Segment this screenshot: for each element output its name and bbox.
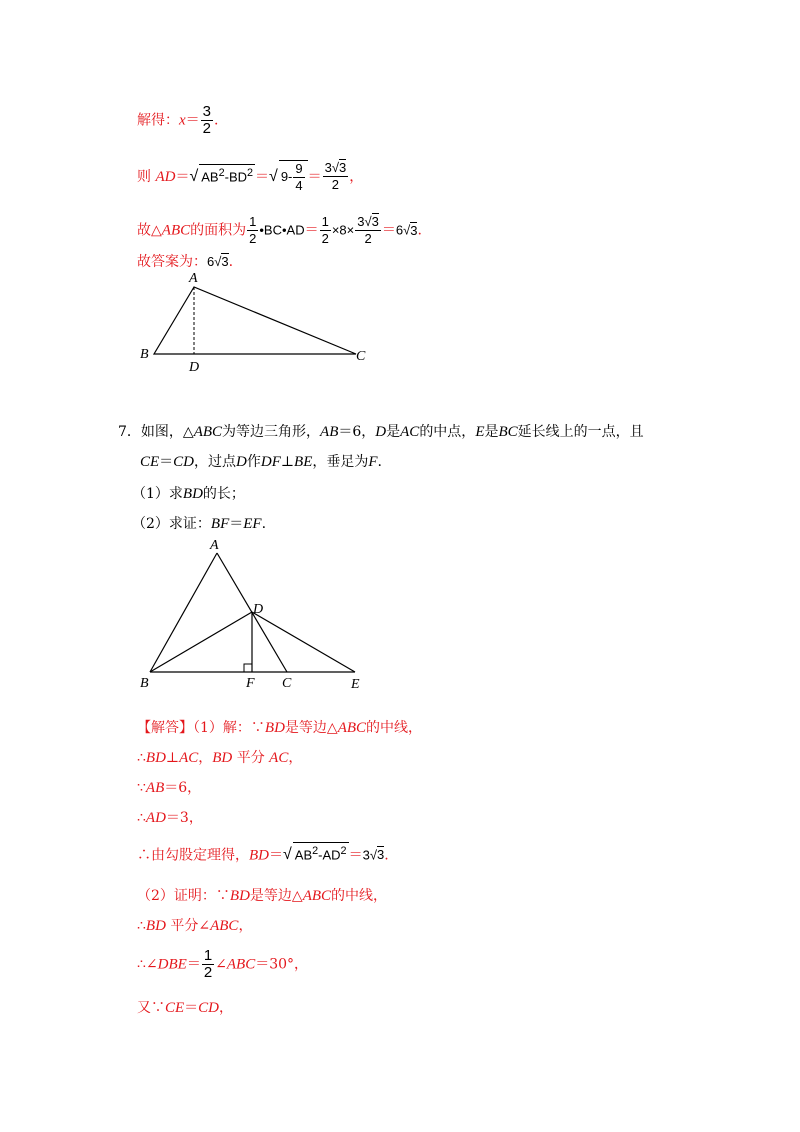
answer-line-8: ∴∠DBE＝ $\frac{1}{2}$ ∠ABC＝30°， xyxy=(137,947,309,981)
solution-line-x: 解得：x＝ $\frac{3}{2}$ . xyxy=(137,103,219,137)
solution-line-answer: 故答案为：6√3. xyxy=(137,254,234,270)
triangle-figure-1 xyxy=(130,270,380,380)
answer-line-4: ∴AD＝3， xyxy=(137,810,203,826)
fig2-label-a: A xyxy=(210,538,219,553)
fig2-label-c: C xyxy=(282,676,292,691)
fig1-label-a: A xyxy=(189,271,198,286)
fig2-label-b: B xyxy=(140,676,149,691)
question-7-part-2: （2）求证：BF＝EF. xyxy=(132,516,267,532)
answer-line-2: ∴BD⊥AC，BD 平分 AC， xyxy=(137,750,303,766)
fig2-label-d: D xyxy=(253,602,264,617)
triangle-figure-2 xyxy=(135,535,375,695)
question-7-line-1: 7．如图，△ABC为等边三角形，AB＝6，D是AC的中点，E是BC延长线上的一点，且 xyxy=(118,424,644,440)
answer-line-1: 【解答】（1）解：∵BD是等边△ABC的中线， xyxy=(137,720,423,736)
solution-line-ad: 则 AD＝√ $AB^2-BD^2$ ＝√ 9- $\frac{9}{4}$ ＝ $\frac{3√3}{2}$ ， xyxy=(137,160,364,193)
answer-line-9: 又∵CE＝CD， xyxy=(137,1000,234,1016)
solution-line-area: 故△ABC的面积为 $\frac{1}{2}$ •BC•AD＝ $\frac{1}{2}$ ×8× $\frac{3√3}{2}$ ＝6√3. xyxy=(137,214,422,246)
fig2-label-e: E xyxy=(351,677,360,692)
fig1-label-b: B xyxy=(140,347,149,362)
fig1-label-c: C xyxy=(356,349,366,364)
answer-line-7: ∴BD 平分∠ABC， xyxy=(137,918,253,934)
answer-line-5: ∴由勾股定理得，BD＝√ $AB^2-AD^2 =3√3$. xyxy=(137,842,389,865)
answer-line-6: （2）证明：∵BD是等边△ABC的中线， xyxy=(137,888,388,904)
answer-line-3: ∵AB＝6， xyxy=(137,780,202,796)
question-7-line-2: CE＝CD，过点D作DF⊥BE，垂足为F. xyxy=(140,454,382,470)
fig2-label-f: F xyxy=(246,676,255,691)
question-7-part-1: （1）求BD的长； xyxy=(132,486,245,502)
fig1-label-d: D xyxy=(189,360,200,375)
